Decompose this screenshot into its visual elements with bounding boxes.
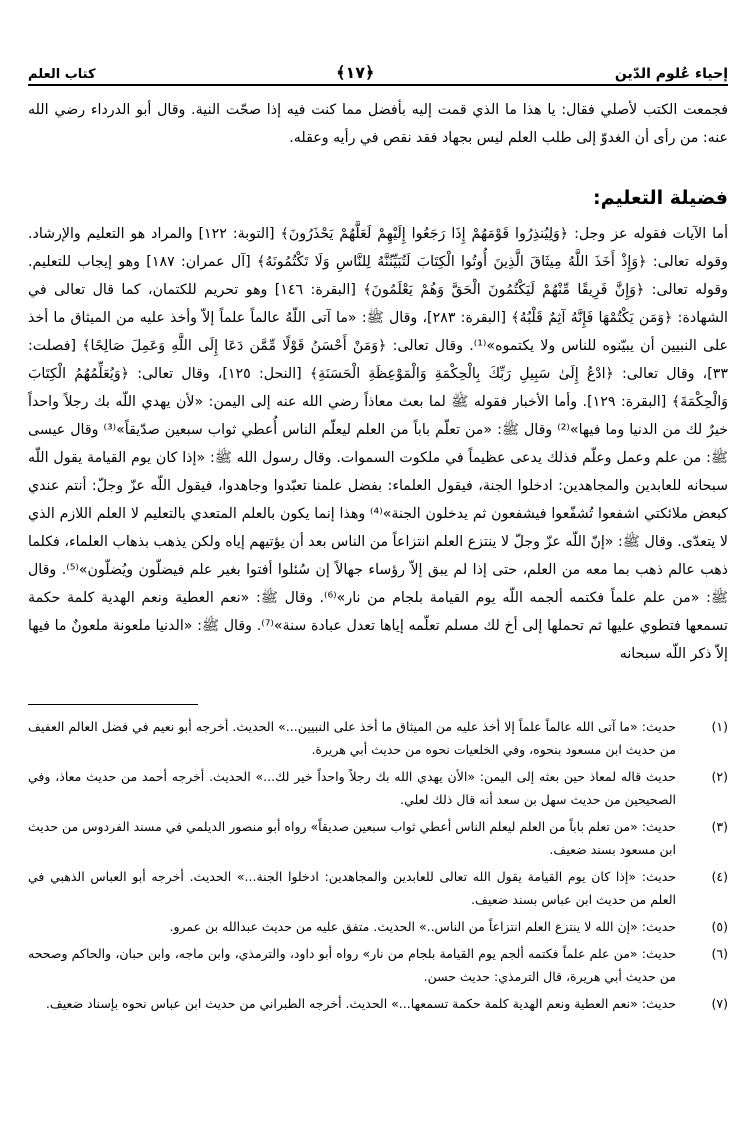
page-number: ﴿١٧﴾: [336, 63, 375, 82]
chapter-title: كتاب العلم: [28, 67, 96, 82]
footnote-text: حديث: «إذا كان يوم القيامة يقول الله تعالى للعابدين والمجاهدين: ادخلوا الجنة...» الحديث. أخرجه أبو العباس الذهبي في العلم من حديث ابن عباس بسند ضعيف.: [28, 869, 676, 907]
running-header: [28, 58, 728, 86]
footnote: [28, 815, 728, 861]
footnote-number: (٤): [711, 869, 728, 884]
footnote-text: حديث: «من علم علماً فكتمه ألجم يوم القيامة بلجام من نار» رواه أبو داود، والترمذي، وابن ماجه، وابن حبان، والحاكم وصححه من حديث أبي هريرة، قال الترمذي: حديث حسن.: [28, 946, 676, 984]
book-title: إحياء عُلوم الدّين: [614, 66, 728, 82]
footnote-number: (١): [711, 719, 728, 734]
footnote: [28, 915, 728, 938]
footnote-number: (٦): [711, 946, 728, 961]
footnote-number: (٢): [711, 769, 728, 784]
footnote-number: (٣): [711, 819, 728, 834]
footnote: [28, 765, 728, 811]
footnote-text: حديث: «نعم العطية ونعم الهدية كلمة حكمة تسمعها...» الحديث. أخرجه الطبراني من حديث ابن عباس نحوه بإسناد ضعيف.: [45, 996, 676, 1011]
footnote-separator: [28, 704, 198, 705]
section-title: فضيلة التعليم:: [593, 187, 728, 209]
book-page: [28, 58, 728, 1019]
body-paragraph: أما الآيات فقوله عز وجل: ﴿وَلِيُنذِرُوا قَوْمَهُمْ إِذَا رَجَعُوا إِلَيْهِمْ لَعَلَّهُمْ يَحْذَرُونَ﴾ [التوبة: ١٢٢] والمراد هو التعليم والإرشاد. وقوله تعالى: ﴿وَإِذْ أَخَذَ اللَّهُ مِيثَاقَ الَّذِينَ أُوتُوا الْكِتَابَ لَتُبَيِّنُنَّهُ لِلنَّاسِ وَلَا تَكْتُمُونَهُ﴾ [آل عمران: ١٨٧] وهو إيجاب للتعليم. وقوله تعالى: ﴿وَإِنَّ فَرِيقًا مِّنْهُمْ لَيَكْتُمُونَ الْحَقَّ وَهُمْ يَعْلَمُونَ﴾ [البقرة: ١٤٦] وهو تحريم للكتمان، كما قال تعالى في الشهادة: ﴿وَمَن يَكْتُمْهَا فَإِنَّهُ آثِمٌ قَلْبُهُ﴾ [البقرة: ٢٨٣]، وقال ﷺ: «ما آتى اللّهُ عالماً علماً إلاّ وأخذ عليه من الميثاق ما أخذ على النبيين أن يبيّنوه للناس ولا يكتموه»⁽¹⁾. وقال تعالى: ﴿وَمَنْ أَحْسَنُ قَوْلًا مِّمَّن دَعَا إِلَى اللَّهِ وَعَمِلَ صَالِحًا﴾ [فصلت: ٣٣]، وقال تعالى: ﴿ادْعُ إِلَىٰ سَبِيلِ رَبِّكَ بِالْحِكْمَةِ وَالْمَوْعِظَةِ الْحَسَنَةِ﴾ [النحل: ١٢٥]، وقال تعالى: ﴿وَيُعَلِّمُهُمُ الْكِتَابَ وَالْحِكْمَةَ﴾ [البقرة: ١٢٩]. وأما الأخبار فقوله ﷺ لما بعث معاذاً رضي الله عنه إلى اليمن: «لأن يهدي اللّه بك رجلاً واحداً خيرٌ لك من الدنيا وما فيها»⁽²⁾ وقال ﷺ: «من تعلّم باباً من العلم ليعلّم الناس أُعطي ثواب سبعين صدّيقاً»⁽³⁾ وقال عيسى ﷺ: من علم وعمل وعلّم فذلك يدعى عظيماً في ملكوت السموات. وقال رسول الله ﷺ: «إذا كان يوم القيامة يقول اللّه سبحانه للعابدين والمجاهدين: ادخلوا الجنة، فيقول العلماء: بفضل علمنا تعبّدوا وجاهدوا، فيقول اللّه عزّ وجلّ: أنتم عندي كبعض ملائكتي اشفعوا تُشفّعوا فيشفعون ثم يدخلون الجنة»⁽⁴⁾ وهذا إنما يكون بالعلم المتعدي بالتعليم لا العلم اللازم الذي لا يتعدّى. وقال ﷺ: «إنّ اللّه عزّ وجلّ لا ينتزع العلم انتزاعاً من الناس بعد أن يؤتيهم إياه ولكن يذهب بذهاب العلماء، فكلما ذهب عالم ذهب بما معه من العلم، حتى إذا لم يبق إلاّ رؤساء جهالاً إن سُئلوا أفتوا بغير علم فيضلّون ويُضلّون»⁽⁵⁾. وقال ﷺ: «من علم علماً فكتمه ألجمه اللّه يوم القيامة بلجام من نار»⁽⁶⁾. وقال ﷺ: «نعم العطية ونعم الهدية كلمة حكمة تسمعها فتطوي عليها ثم تحملها إلى أخ لك مسلم تعلّمه إياها تعدل عبادة سنة»⁽⁷⁾. وقال ﷺ: «الدنيا ملعونة ملعونٌ ما فيها إلاّ ذكر اللّه سبحانه: [28, 226, 729, 662]
footnote-text: حديث: «إن الله لا ينتزع العلم انتزاعاً من الناس..» الحديث. متفق عليه من حديث عبدالله بن عمرو.: [169, 919, 676, 934]
footnote-text: حديث قاله لمعاذ حين بعثه إلى اليمن: «الأن يهدي الله بك رجلاً واحداً خير لك...» الحديث. أخرجه أحمد من حديث معاذ، وفي الصحيحين من حديث سهل بن سعد أنه قال ذلك لعلي.: [28, 769, 676, 807]
footnote: [28, 992, 728, 1015]
main-text: [28, 96, 728, 668]
footnote: [28, 865, 728, 911]
footnote-number: (٥): [711, 919, 728, 934]
footnote-number: (٧): [711, 996, 728, 1011]
footnotes: [28, 715, 728, 1015]
footnote-text: حديث: «ما آتى الله عالماً علماً إلا أخذ عليه من الميثاق ما أخذ على النبيين...» الحديث. أخرجه أبو نعيم في فضل العالم العفيف من حديث ابن مسعود بنحوه، وفي الخلعيات نحوه من حديث أبي هريرة.: [28, 719, 676, 757]
footnote: [28, 942, 728, 988]
intro-paragraph: فجمعت الكتب لأصلي فقال: يا هذا ما الذي قمت إليه بأفضل مما كنت فيه إذا صحّت النية. وقال أبو الدرداء رضي الله عنه: من رأى أن الغدوّ إلى طلب العلم ليس بجهاد فقد نقص في رأيه وعقله.: [28, 102, 728, 146]
footnote-text: حديث: «من تعلم باباً من العلم ليعلم الناس أعطي ثواب سبعين صديقاً» رواه أبو منصور الديلمي في مسند الفردوس من حديث ابن مسعود بسند ضعيف.: [28, 819, 676, 857]
footnote: [28, 715, 728, 761]
